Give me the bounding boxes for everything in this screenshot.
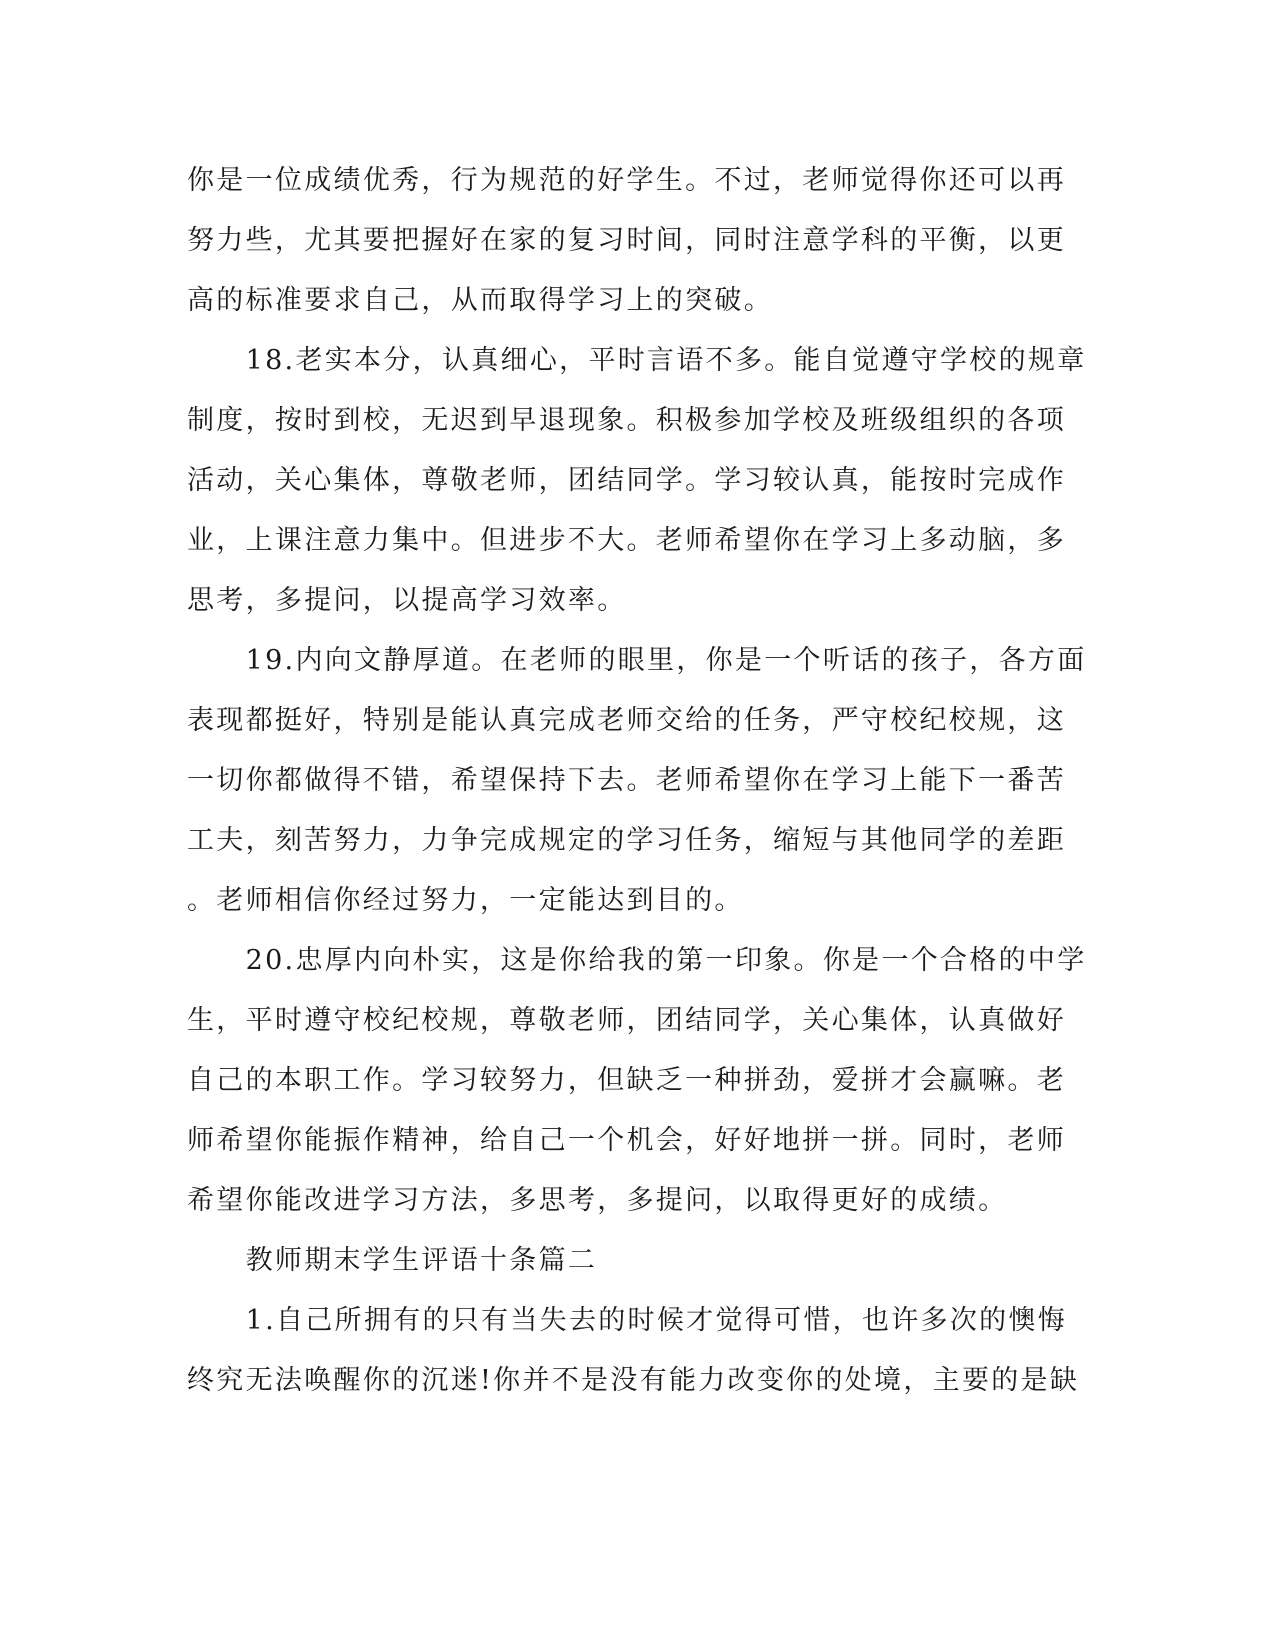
paragraph-line: 1.自己所拥有的只有当失去的时候才觉得可惜，也许多次的懊悔 [187, 1305, 1068, 1336]
section-heading: 教师期末学生评语十条篇二 [187, 1245, 598, 1276]
paragraph-line: 你是一位成绩优秀，行为规范的好学生。不过，老师觉得你还可以再 [187, 165, 1066, 196]
document-body [187, 151, 1087, 1411]
paragraph-line: 一切你都做得不错，希望保持下去。老师希望你在学习上能下一番苦 [187, 765, 1066, 796]
paragraph-line: 希望你能改进学习方法，多思考，多提问，以取得更好的成绩。 [187, 1185, 1008, 1216]
paragraph-line: 业，上课注意力集中。但进步不大。老师希望你在学习上多动脑，多 [187, 525, 1066, 556]
paragraph-line: 表现都挺好，特别是能认真完成老师交给的任务，严守校纪校规，这 [187, 705, 1066, 736]
paragraph-line: 终究无法唤醒你的沉迷!你并不是没有能力改变你的处境，主要的是缺 [187, 1365, 1080, 1396]
paragraph-line: 高的标准要求自己，从而取得学习上的突破。 [187, 285, 773, 316]
paragraph-line: 。老师相信你经过努力，一定能达到目的。 [187, 885, 744, 916]
paragraph-line: 制度，按时到校，无迟到早退现象。积极参加学校及班级组织的各项 [187, 405, 1066, 436]
paragraph-line: 思考，多提问，以提高学习效率。 [187, 585, 627, 616]
paragraph-line: 自己的本职工作。学习较努力，但缺乏一种拼劲，爱拼才会赢嘛。老 [187, 1065, 1066, 1096]
paragraph-line: 努力些，尤其要把握好在家的复习时间，同时注意学科的平衡，以更 [187, 225, 1066, 256]
paragraph-line: 19.内向文静厚道。在老师的眼里，你是一个听话的孩子，各方面 [187, 645, 1087, 676]
paragraph-line: 18.老实本分，认真细心，平时言语不多。能自觉遵守学校的规章 [187, 345, 1087, 376]
paragraph-line: 生，平时遵守校纪校规，尊敬老师，团结同学，关心集体，认真做好 [187, 1005, 1066, 1036]
paragraph-line: 活动，关心集体，尊敬老师，团结同学。学习较认真，能按时完成作 [187, 465, 1066, 496]
paragraph-line: 20.忠厚内向朴实，这是你给我的第一印象。你是一个合格的中学 [187, 945, 1087, 976]
paragraph-line: 工夫，刻苦努力，力争完成规定的学习任务，缩短与其他同学的差距 [187, 825, 1066, 856]
paragraph-line: 师希望你能振作精神，给自己一个机会，好好地拼一拼。同时，老师 [187, 1125, 1066, 1156]
